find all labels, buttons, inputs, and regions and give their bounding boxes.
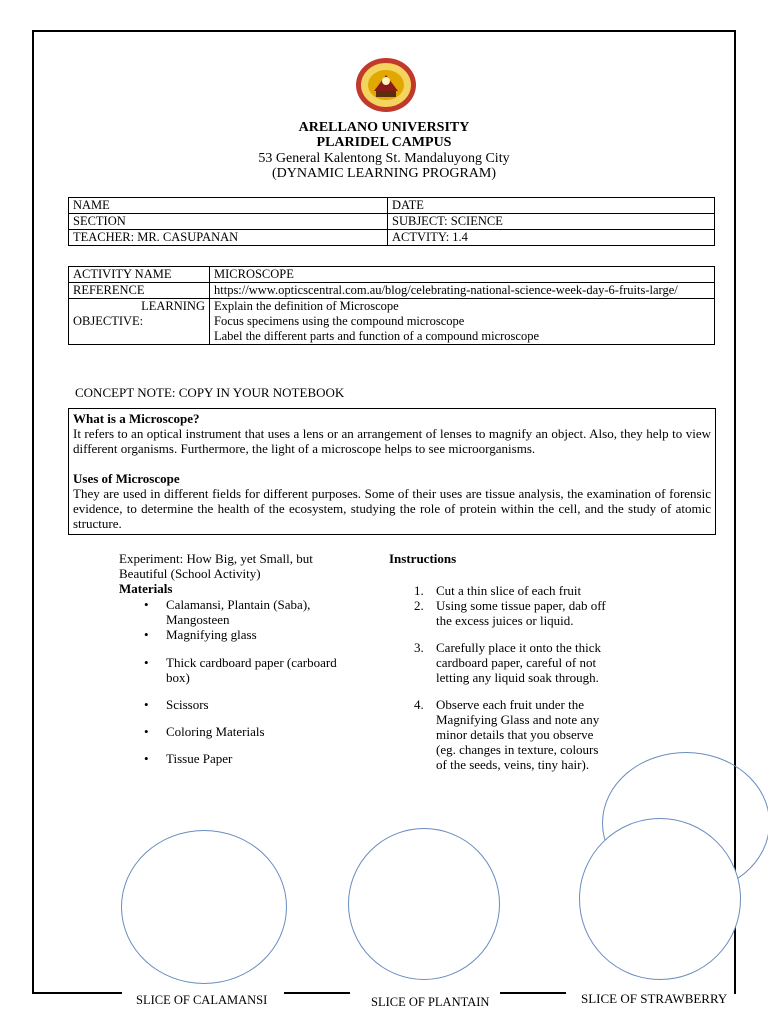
materials-list	[122, 597, 342, 766]
campus-address: 53 General Kalentong St. Mandaluyong City	[258, 151, 510, 166]
learning-objective-label	[69, 299, 210, 345]
material-item: • Calamansi, Plantain (Saba), Mangosteen	[166, 597, 342, 627]
instruction-item: 2. Using some tissue paper, dab off the excess juices or liquid.	[414, 598, 606, 628]
material-item: • Magnifying glass	[166, 627, 342, 642]
experiment-title: Experiment: How Big, yet Small, but Beautiful (School Activity)	[119, 551, 313, 581]
page-border-bottom-right	[500, 992, 566, 994]
section-cell[interactable]: SECTION	[69, 214, 388, 230]
strawberry-drawing-circle[interactable]	[579, 818, 741, 980]
activity-table	[68, 266, 715, 345]
learning-objectives	[210, 299, 715, 345]
teacher-cell: TEACHER: MR. CASUPANAN	[69, 230, 388, 246]
activity-name-label: ACTIVITY NAME	[69, 267, 210, 283]
material-item: • Thick cardboard paper (carboard box)	[166, 655, 342, 685]
materials-list-container	[122, 597, 342, 766]
instruction-item: 4. Observe each fruit under the Magnifying Glass and note any minor details that you observe (eg. changes in texture, colours of the seeds, veins, tiny hair).	[414, 697, 600, 772]
microscope-uses-heading: Uses of Microscope	[73, 471, 180, 486]
instruction-item: 1. Cut a thin slice of each fruit	[414, 583, 582, 598]
reference-label: REFERENCE	[69, 283, 210, 299]
objective-item: Explain the definition of Microscope	[214, 299, 399, 313]
material-item: • Tissue Paper	[166, 751, 342, 766]
objective-item: Label the different parts and function of a compound microscope	[214, 329, 540, 343]
strawberry-caption: SLICE OF STRAWBERRY	[581, 991, 728, 1006]
activity-name-value: MICROSCOPE	[210, 267, 715, 283]
subject-cell: SUBJECT: SCIENCE	[388, 214, 715, 230]
page-border-bottom-mid	[284, 992, 350, 994]
student-info-table	[68, 197, 715, 246]
concept-box	[68, 408, 716, 535]
university-name: ARELLANO UNIVERSITY	[298, 120, 470, 135]
instructions-list	[390, 583, 610, 772]
instructions-container	[390, 583, 610, 772]
material-item: • Scissors	[166, 697, 342, 712]
page-border-bottom-left	[32, 992, 122, 994]
calamansi-caption: SLICE OF CALAMANSI	[136, 993, 268, 1007]
date-cell[interactable]: DATE	[388, 198, 715, 214]
instruction-item: 3. Carefully place it onto the thick cardboard paper, careful of not letting any liquid soak through.	[414, 640, 601, 685]
instructions-heading: Instructions	[389, 551, 457, 566]
microscope-uses-text: They are used in different fields for different purposes. Some of their uses are tissue analysis, the examination of forensic evidence, to determine the health of the ecosystem, studying the role of protein within the cell, and the study of atomic structure.	[73, 486, 711, 531]
calamansi-drawing-circle[interactable]	[121, 830, 287, 984]
reference-link[interactable]: https://www.opticscentral.com.au/blog/celebrating-national-science-week-day-6-fruits-large/	[210, 283, 715, 299]
program-name: (DYNAMIC LEARNING PROGRAM)	[272, 166, 496, 181]
plantain-drawing-circle[interactable]	[348, 828, 500, 980]
material-item: • Coloring Materials	[166, 724, 342, 739]
activity-number-cell: ACTVITY: 1.4	[388, 230, 715, 246]
objective-label-line1: LEARNING	[141, 299, 205, 313]
plantain-caption: SLICE OF PLANTAIN	[371, 995, 490, 1009]
university-logo	[354, 57, 418, 113]
objective-label-line2: OBJECTIVE:	[73, 314, 144, 328]
microscope-definition-heading: What is a Microscope?	[73, 411, 200, 426]
campus-name: PLARIDEL CAMPUS	[316, 135, 452, 150]
microscope-definition-text: It refers to an optical instrument that uses a lens or an arrangement of lenses to magnify an object. Also, they help to view different organisms. Furthermore, the light of a microscope helps to see microorganisms.	[73, 426, 711, 456]
concept-note-heading: CONCEPT NOTE: COPY IN YOUR NOTEBOOK	[75, 385, 345, 400]
materials-heading: Materials	[119, 581, 173, 596]
name-cell[interactable]: NAME	[69, 198, 388, 214]
objective-item: Focus specimens using the compound microscope	[214, 314, 465, 328]
